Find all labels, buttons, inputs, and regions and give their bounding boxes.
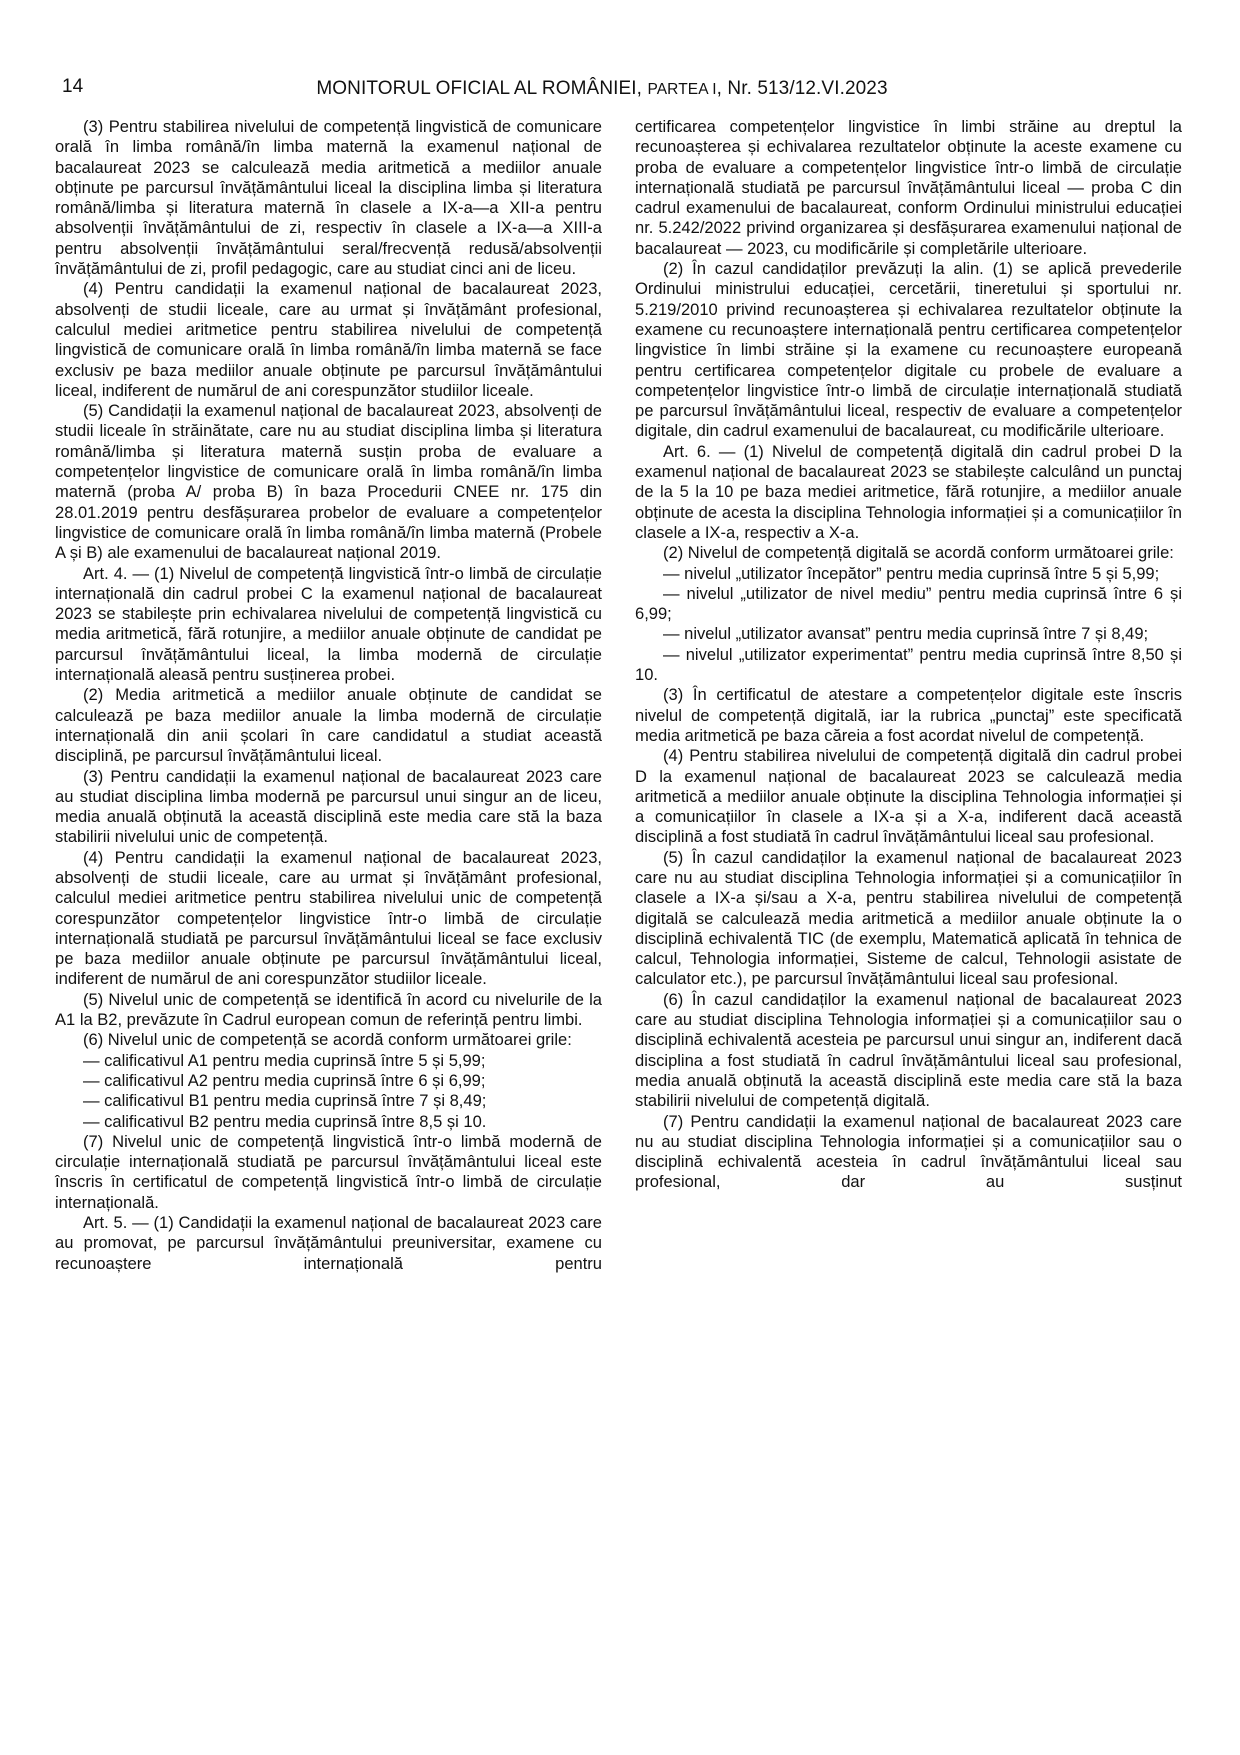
list-item: — calificativul B2 pentru media cuprinsă între 8,5 și 10. xyxy=(83,1111,487,1131)
paragraph: certificarea competențelor lingvistice în limbi străine au dreptul la recunoașterea și echivalarea rezultatelor obținute la aceste examene cu proba de evaluare a competențelor lingvistice într-o limbă de circulație internațională studiată pe parcursul învățământului liceal — proba C din cadrul examenului de bacalaureat, conform Ordinului ministrului educației nr. 5.242/2022 privind organizarea și desfășurarea examenului național de bacalaureat — 2023, cu modificările și completările ulterioare. xyxy=(635,117,1182,258)
paragraph: (2) Nivelul de competență digitală se acordă conform următoarei grile: xyxy=(663,543,1174,563)
paragraph: Art. 4. — (1) Nivelul de competență lingvistică într-o limbă de circulație internațională din cadrul probei C la examenul național de bacalaureat 2023 se stabilește prin echivalarea nivelului de competență lingvistică cu media aritmetică, fără rotunjire, a mediilor anuale obținute de candidat pe parcursul învățământului liceal, la limba modernă de circulație internațională aleasă pentru susținerea probei. xyxy=(55,563,602,685)
left-column xyxy=(55,117,602,1274)
list-item: — calificativul B1 pentru media cuprinsă între 7 și 8,49; xyxy=(83,1091,487,1111)
paragraph: (5) În cazul candidaților la examenul național de bacalaureat 2023 care nu au studiat disciplina Tehnologia informației și a comunicațiilor în clasele a IX-a și/sau a X-a, pentru stabilirea nivelului de competență digitală se calculează media aritmetică a mediilor anuale obținute la o disciplină echivalentă TIC (de exemplu, Matematică aplicată în tehnica de calcul, Tehnologia informației, Sisteme de calcul, Tehnologii asistate de calculator etc.), pe parcursul învățământului liceal sau profesional. xyxy=(635,847,1182,989)
paragraph: (2) Media aritmetică a mediilor anuale obținute de candidat se calculează pe baza mediilor anuale la limba modernă de circulație internațională din anii școlari în care candidatul a studiat această disciplină, pe parcursul învățământului liceal. xyxy=(55,685,602,766)
title-issue: , Nr. 513/12.VI.2023 xyxy=(716,78,888,99)
page-number: 14 xyxy=(62,76,84,97)
paragraph: Art. 5. — (1) Candidații la examenul național de bacalaureat 2023 care au promovat, pe parcursul învățământului preuniversitar, examene cu recunoaștere internațională pentru xyxy=(55,1213,602,1273)
paragraph: (5) Nivelul unic de competență se identifică în acord cu nivelurile de la A1 la B2, prevăzute în Cadrul european comun de referință pentru limbi. xyxy=(55,989,602,1030)
list-item: — nivelul „utilizator experimentat” pentru media cuprinsă între 8,50 și 10. xyxy=(635,644,1182,685)
paragraph: (3) În certificatul de atestare a competențelor digitale este înscris nivelul de competență digitală, iar la rubrica „punctaj” este specificată media aritmetică pe baza căreia a fost acordat nivelul de competență. xyxy=(635,685,1182,745)
paragraph: (4) Pentru candidații la examenul național de bacalaureat 2023, absolvenți de studii liceale, care au urmat și învățământ profesional, calculul mediei aritmetice pentru stabilirea nivelului de competență lingvistică de comunicare orală în limba română/în limba maternă se face exclusiv pe baza mediilor anuale obținute pe parcursul învățământului liceal, indiferent de numărul de ani corespunzător studiilor liceale. xyxy=(55,279,602,400)
paragraph: (3) Pentru stabilirea nivelului de competență lingvistică de comunicare orală în limba română/în limba maternă la examenul național de bacalaureat 2023 se calculează media aritmetică a mediilor anuale obținute pe parcursul învățământului liceal la disciplina limba și literatura română/limba și literatura maternă în clasele a IX-a—a XII-a pentru absolvenții învățământului de zi, respectiv în clasele a IX-a—a XIII-a pentru absolvenții învățământului seral/frecvență redusă/absolvenții învățământului de zi, profil pedagogic, care au studiat cinci ani de liceu. xyxy=(55,117,602,279)
page-header xyxy=(62,72,1142,102)
paragraph: (2) În cazul candidaților prevăzuți la alin. (1) se aplică prevederile Ordinului ministrului educației, cercetării, tineretului și sportului nr. 5.219/2010 privind recunoașterea și echivalarea rezultatelor obținute la examene cu recunoaștere internațională pentru certificarea competențelor lingvistice în limbi străine și la examene cu recunoaștere europeană pentru certificarea competențelor digitale cu probele de evaluare a competențelor lingvistice într-o limbă de circulație internațională studiată pe parcursul învățământului liceal, respectiv de evaluare a competențelor digitale, din cadrul examenului de bacalaureat, cu modificările ulterioare. xyxy=(635,259,1182,441)
publication-title xyxy=(62,78,1142,100)
paragraph: (4) Pentru stabilirea nivelului de competență digitală din cadrul probei D la examenul național de bacalaureat 2023 se calculează media aritmetică a mediilor anuale obținute la disciplina Tehnologia informației și a comunicațiilor în clasele a IX-a și a X-a, indiferent dacă această disciplină a fost studiată în cadrul învățământului liceal sau profesional. xyxy=(635,746,1182,847)
list-item: — calificativul A1 pentru media cuprinsă între 5 și 5,99; xyxy=(83,1050,486,1070)
list-item: — nivelul „utilizator începător” pentru media cuprinsă între 5 și 5,99; xyxy=(663,563,1160,583)
right-column xyxy=(635,117,1182,1193)
paragraph: Art. 6. — (1) Nivelul de competență digitală din cadrul probei D la examenul național de bacalaureat 2023 se stabilește calculând un punctaj de la 5 la 10 pe baza mediei aritmetice, fără rotunjire, a mediilor anuale obținute de acesta la disciplina Tehnologia informației și a comunicațiilor în clasele a IX-a, respectiv a X-a. xyxy=(635,441,1182,542)
title-main: MONITORUL OFICIAL AL ROMÂNIEI, xyxy=(316,78,648,99)
title-part: PARTEA I xyxy=(647,81,717,98)
paragraph: (7) Nivelul unic de competență lingvistică într-o limbă modernă de circulație internațională studiată pe parcursul învățământului liceal este înscris în certificatul de competență lingvistică într-o limbă de circulație internațională. xyxy=(55,1131,602,1212)
list-item: — calificativul A2 pentru media cuprinsă între 6 și 6,99; xyxy=(83,1070,486,1090)
paragraph: (7) Pentru candidații la examenul național de bacalaureat 2023 care nu au studiat disciplina Tehnologia informației și a comunicațiilor sau o disciplină echivalentă acesteia în cadrul învățământului liceal sau profesional, dar au susținut xyxy=(635,1111,1182,1192)
paragraph: (4) Pentru candidații la examenul național de bacalaureat 2023, absolvenți de studii liceale, care au urmat și învățământ profesional, calculul mediei aritmetice pentru stabilirea nivelului unic de competență corespunzător competențelor lingvistice într-o limbă de circulație internațională studiată pe parcursul învățământului liceal se face exclusiv pe baza mediilor anuale obținute pe parcursul învățământului liceal, indiferent de numărul de ani corespunzător studiilor liceale. xyxy=(55,847,602,989)
paragraph: (6) În cazul candidaților la examenul național de bacalaureat 2023 care au studiat disciplina Tehnologia informației și a comunicațiilor sau o disciplină echivalentă acesteia pe parcursul unui singur an, indiferent dacă disciplina a fost studiată în cadrul învățământului liceal sau profesional, media anuală obținută la această disciplină este media care stă la baza stabilirii nivelului de competență digitală. xyxy=(635,989,1182,1111)
list-item: — nivelul „utilizator avansat” pentru media cuprinsă între 7 și 8,49; xyxy=(663,624,1149,644)
paragraph: (5) Candidații la examenul național de bacalaureat 2023, absolvenți de studii liceale în străinătate, care nu au studiat disciplina limba și literatura română/limba și literatura maternă susțin proba de evaluare a competențelor lingvistice de comunicare orală în limba română/în limba maternă (proba A/ proba B) în baza Procedurii CNEE nr. 175 din 28.01.2019 pentru desfășurarea probelor de evaluare a competențelor lingvistice de comunicare orală în limba română/în limba maternă (Probele A și B) ale examenului de bacalaureat național 2019. xyxy=(55,401,602,563)
list-item: — nivelul „utilizator de nivel mediu” pentru media cuprinsă între 6 și 6,99; xyxy=(635,583,1182,624)
paragraph: (3) Pentru candidații la examenul național de bacalaureat 2023 care au studiat disciplina limba modernă pe parcursul unui singur an de liceu, media anuală obținută la această disciplină este media care stă la baza stabilirii nivelului unic de competență. xyxy=(55,766,602,847)
paragraph: (6) Nivelul unic de competență se acordă conform următoarei grile: xyxy=(83,1030,572,1050)
